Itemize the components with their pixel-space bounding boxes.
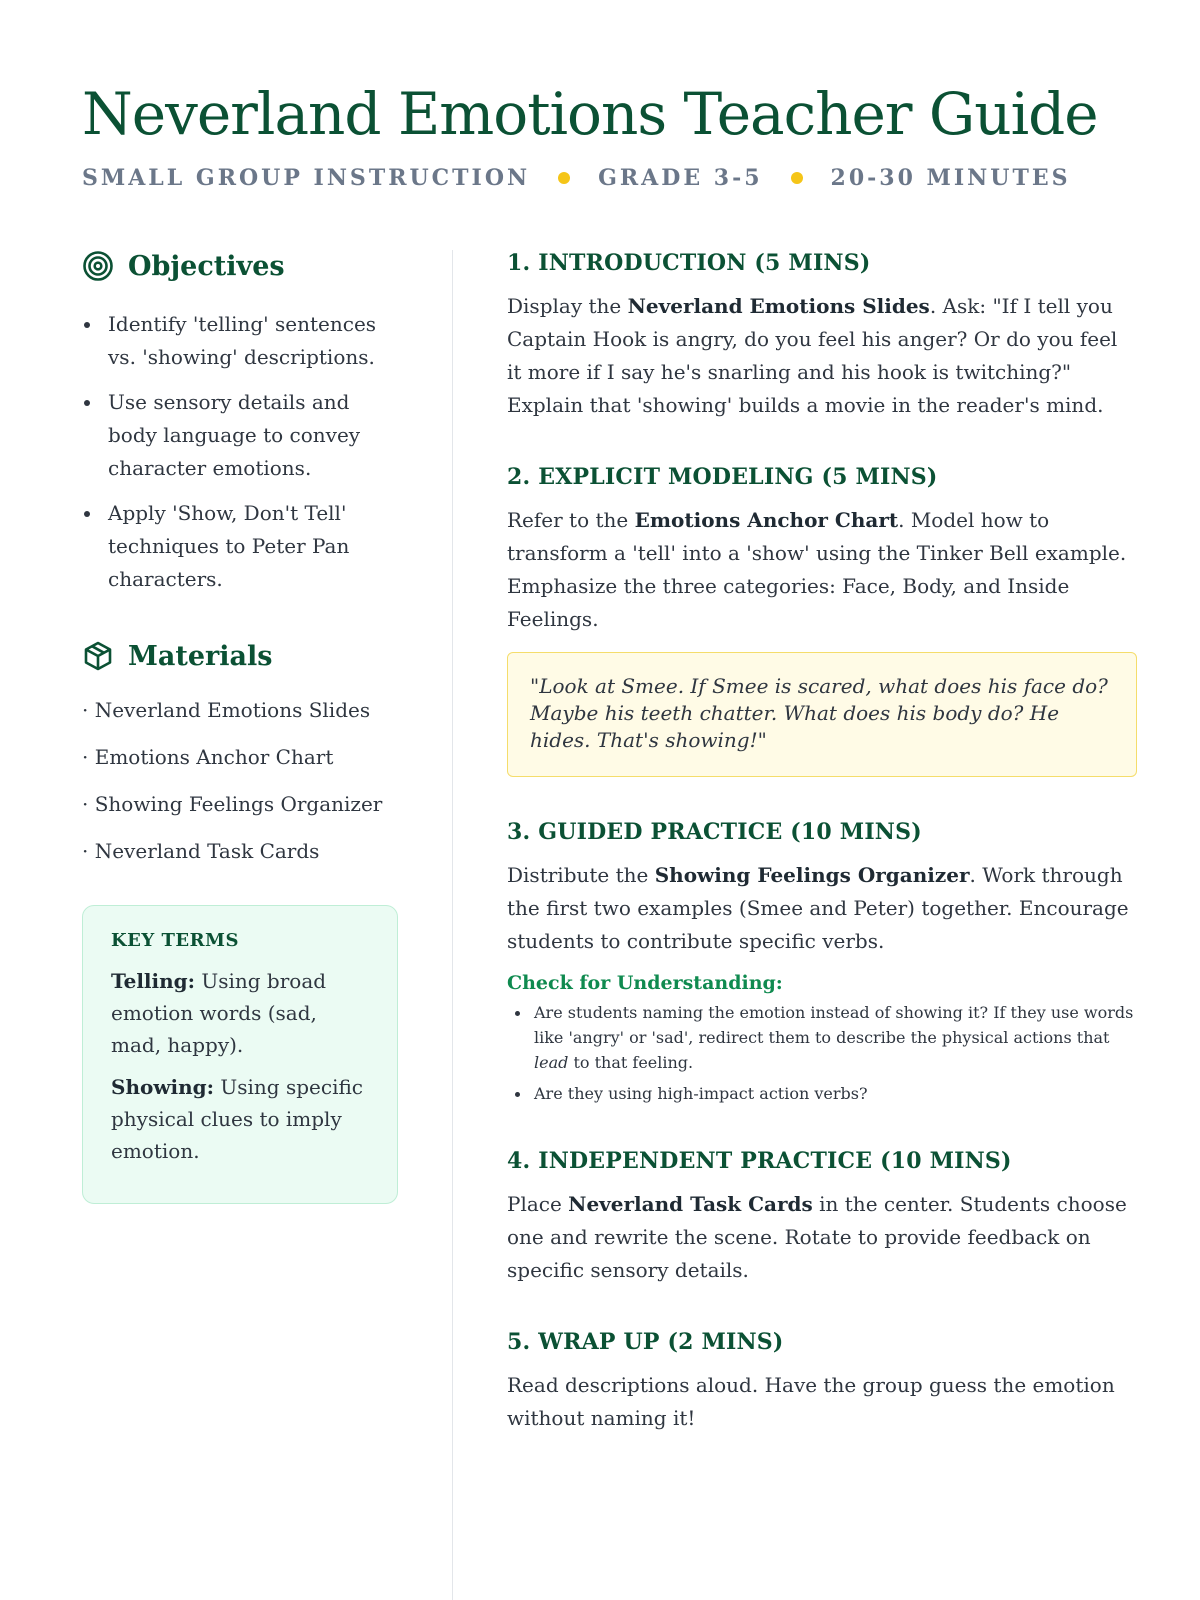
list-item: · Showing Feelings Organizer — [82, 790, 402, 818]
materials-title: Materials — [128, 640, 273, 672]
step-explicit-modeling — [507, 464, 1137, 777]
term-label: Showing: — [111, 1075, 215, 1099]
check-understanding-heading: Check for Understanding: — [507, 972, 783, 994]
term-telling — [111, 965, 369, 1061]
lesson-steps — [507, 250, 1137, 1477]
step-heading: 5. WRAP UP (2 MINS) — [507, 1329, 784, 1355]
key-terms-heading: KEY TERMS — [111, 930, 239, 951]
step-text: Refer to the Emotions Anchor Chart. Model how to transform a 'tell' into a 'show' using the Tinker Bell example. Emphasize the three categories: Face, Body, and Inside Feelings. — [507, 508, 1127, 631]
step-heading: 1. INTRODUCTION (5 MINS) — [507, 250, 871, 276]
step-text: Display the Neverland Emotions Slides. Ask: "If I tell you Captain Hook is angry, do you feel his anger? Or do you feel it more if I say he's snarling and his hook is twitching?" Explain that 'showing' builds a movie in the reader's mind. — [507, 294, 1118, 417]
meta-dot-icon — [791, 172, 803, 184]
list-item: · Neverland Task Cards — [82, 837, 402, 865]
box-icon — [82, 640, 114, 672]
step-introduction — [507, 250, 1137, 422]
step-guided-practice — [507, 819, 1137, 1106]
list-item: Apply 'Show, Don't Tell' techniques to Peter Pan characters. — [82, 497, 402, 596]
page-title: Neverland Emotions Teacher Guide — [82, 80, 1098, 148]
objectives-heading — [82, 250, 402, 282]
materials-list — [82, 696, 402, 865]
meta-duration: 20-30 MINUTES — [830, 165, 1071, 191]
step-heading: 3. GUIDED PRACTICE (10 MINS) — [507, 819, 922, 845]
step-text: Place Neverland Task Cards in the center. Students choose one and rewrite the scene. Rotate to provide feedback on specific sensory details. — [507, 1192, 1127, 1282]
key-terms-box — [82, 905, 398, 1204]
objectives-list — [82, 308, 402, 596]
list-item: Identify 'telling' sentences vs. 'showing' descriptions. — [82, 308, 402, 374]
list-item: Are they using high-impact action verbs? — [507, 1081, 1137, 1106]
meta-dot-icon — [558, 172, 570, 184]
term-definition: Using specific physical clues to imply emotion. — [111, 1075, 364, 1163]
meta-format: SMALL GROUP INSTRUCTION — [82, 165, 531, 191]
term-label: Telling: — [111, 969, 196, 993]
column-divider — [452, 250, 453, 1600]
model-quote: "Look at Smee. If Smee is scared, what does his face do? Maybe his teeth chatter. What does his body do? He hides. That's showing!" — [507, 652, 1137, 777]
term-definition: Using broad emotion words (sad, mad, happy). — [111, 969, 327, 1057]
list-item: Are students naming the emotion instead of showing it? If they use words like 'angry' or 'sad', redirect them to describe the physical actions that lead to that feeling. — [507, 1000, 1137, 1075]
target-icon — [82, 250, 114, 282]
check-understanding-list — [507, 1000, 1137, 1106]
meta-grade: GRADE 3-5 — [598, 165, 763, 191]
step-wrap-up — [507, 1329, 1137, 1435]
list-item: · Emotions Anchor Chart — [82, 743, 402, 771]
list-item: · Neverland Emotions Slides — [82, 696, 402, 724]
guide-meta — [82, 165, 1071, 191]
sidebar — [82, 250, 402, 1204]
term-showing — [111, 1071, 369, 1167]
list-item: Use sensory details and body language to convey character emotions. — [82, 386, 402, 485]
step-heading: 2. EXPLICIT MODELING (5 MINS) — [507, 464, 938, 490]
objectives-title: Objectives — [128, 250, 285, 282]
materials-heading — [82, 640, 402, 672]
step-heading: 4. INDEPENDENT PRACTICE (10 MINS) — [507, 1148, 1012, 1174]
step-independent-practice — [507, 1148, 1137, 1287]
step-text: Read descriptions aloud. Have the group guess the emotion without naming it! — [507, 1373, 1115, 1430]
step-text: Distribute the Showing Feelings Organizer. Work through the first two examples (Smee and Peter) together. Encourage students to contribute specific verbs. — [507, 863, 1129, 953]
